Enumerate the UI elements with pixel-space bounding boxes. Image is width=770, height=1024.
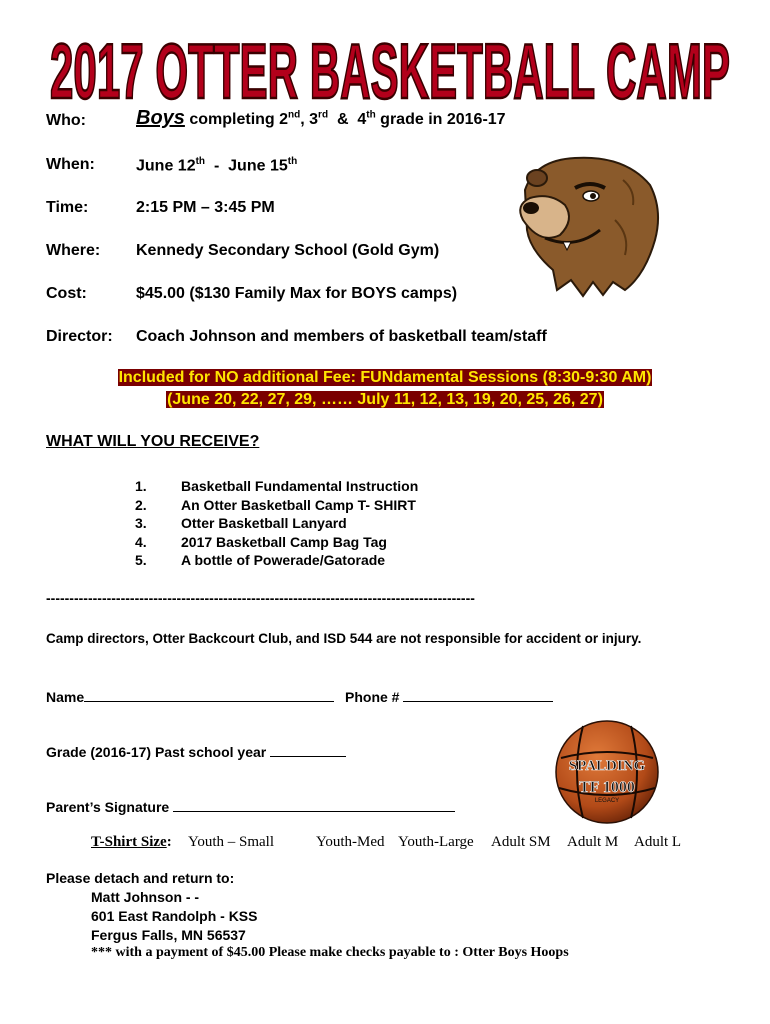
tshirt-option-adult-sm[interactable]: Adult SM bbox=[491, 834, 551, 850]
highlight-text-1: Included for NO additional Fee: FUNdamental Sessions (8:30-9:30 AM) bbox=[118, 369, 652, 386]
when-text-1: June 12 bbox=[136, 157, 196, 175]
ball-brand: SPALDING bbox=[568, 758, 646, 774]
list-number: 3. bbox=[135, 515, 147, 531]
name-line bbox=[46, 687, 334, 705]
phone-line bbox=[345, 687, 553, 705]
list-number: 2. bbox=[135, 496, 147, 513]
who-text-1: completing 2 bbox=[184, 111, 289, 128]
tshirt-option-youth-small[interactable]: Youth – Small bbox=[188, 834, 275, 850]
receive-heading: WHAT WILL YOU RECEIVE? bbox=[46, 433, 260, 450]
fundamental-sessions-line2 bbox=[0, 391, 770, 409]
grade-line bbox=[46, 742, 346, 760]
who-text-4: grade in 2016-17 bbox=[375, 111, 506, 128]
tshirt-label-text: T-Shirt Size bbox=[91, 834, 167, 850]
highlight-text-2: (June 20, 22, 27, 29, …… July 11, 12, 13, 19, 20, 25, 26, 27) bbox=[167, 391, 603, 408]
detach-separator: -------------------------------------------------------------------------------------------- bbox=[46, 590, 475, 606]
parent-signature-line bbox=[46, 797, 455, 815]
address-line: Fergus Falls, MN 56537 bbox=[91, 927, 246, 943]
list-number: 1. bbox=[135, 478, 147, 494]
when-sup-2: th bbox=[287, 156, 298, 167]
tshirt-option-adult-m[interactable]: Adult M bbox=[567, 834, 619, 850]
list-number: 5. bbox=[135, 552, 147, 568]
list-text: 2017 Basketball Camp Bag Tag bbox=[181, 533, 387, 550]
fundamental-sessions-line1 bbox=[0, 369, 770, 387]
director-label: Director: bbox=[46, 328, 113, 345]
who-text-3: & 4 bbox=[328, 111, 367, 128]
ball-sub: LEGACY bbox=[594, 798, 620, 804]
list-text: A bottle of Powerade/Gatorade bbox=[181, 552, 386, 568]
tshirt-option-youth-large[interactable]: Youth-Large bbox=[398, 834, 474, 850]
name-field[interactable] bbox=[84, 687, 334, 702]
where-label: Where: bbox=[46, 242, 101, 259]
who-value bbox=[136, 107, 506, 130]
phone-label: Phone # bbox=[345, 689, 400, 705]
parent-signature-field[interactable] bbox=[173, 797, 455, 812]
cost-value: $45.00 ($130 Family Max for BOYS camps) bbox=[136, 285, 458, 302]
director-value: Coach Johnson and members of basketball team/staff bbox=[136, 328, 547, 345]
address-line: Matt Johnson - - bbox=[91, 889, 200, 905]
liability-disclaimer: Camp directors, Otter Backcourt Club, and ISD 544 are not responsible for accident or injury. bbox=[46, 631, 642, 646]
tshirt-size-label bbox=[91, 834, 172, 851]
tshirt-option-adult-l[interactable]: Adult L bbox=[634, 834, 682, 850]
page-title bbox=[40, 18, 740, 118]
time-label: Time: bbox=[46, 199, 89, 216]
address-line: 601 East Randolph - KSS bbox=[91, 908, 258, 924]
who-sup-1: nd bbox=[288, 109, 301, 121]
list-text: Basketball Fundamental Instruction bbox=[181, 478, 419, 494]
phone-field[interactable] bbox=[403, 687, 553, 702]
who-text-2: , 3 bbox=[300, 111, 319, 128]
cost-label: Cost: bbox=[46, 285, 87, 302]
payment-instructions: *** with a payment of $45.00 Please make checks payable to : Otter Boys Hoops bbox=[91, 945, 569, 960]
list-text: Otter Basketball Lanyard bbox=[181, 515, 347, 531]
basketball-image bbox=[553, 718, 661, 826]
grade-field[interactable] bbox=[270, 742, 346, 757]
ball-model: TF 1000 bbox=[579, 779, 635, 796]
otter-mascot-image bbox=[505, 150, 665, 300]
when-sup-1: th bbox=[195, 156, 206, 167]
who-sup-3: th bbox=[366, 109, 376, 121]
when-text-2: - June 15 bbox=[205, 157, 288, 175]
tshirt-label-colon: : bbox=[166, 834, 172, 850]
time-value: 2:15 PM – 3:45 PM bbox=[136, 199, 275, 216]
where-value: Kennedy Secondary School (Gold Gym) bbox=[136, 242, 440, 259]
when-value bbox=[136, 156, 297, 175]
who-sup-2: rd bbox=[318, 109, 329, 121]
detach-instructions: Please detach and return to: bbox=[46, 870, 235, 886]
list-number: 4. bbox=[135, 533, 147, 550]
grade-label: Grade (2016-17) Past school year bbox=[46, 744, 267, 760]
who-boys: Boys bbox=[136, 107, 185, 129]
tshirt-option-youth-med[interactable]: Youth-Med bbox=[316, 834, 385, 850]
title-text: 2017 OTTER BASKETBALL CAMP bbox=[50, 27, 730, 115]
when-label: When: bbox=[46, 156, 95, 173]
name-label: Name bbox=[46, 689, 85, 705]
parent-signature-label: Parent’s Signature bbox=[46, 799, 170, 815]
list-text: An Otter Basketball Camp T- SHIRT bbox=[181, 496, 416, 513]
who-label: Who: bbox=[46, 112, 86, 129]
